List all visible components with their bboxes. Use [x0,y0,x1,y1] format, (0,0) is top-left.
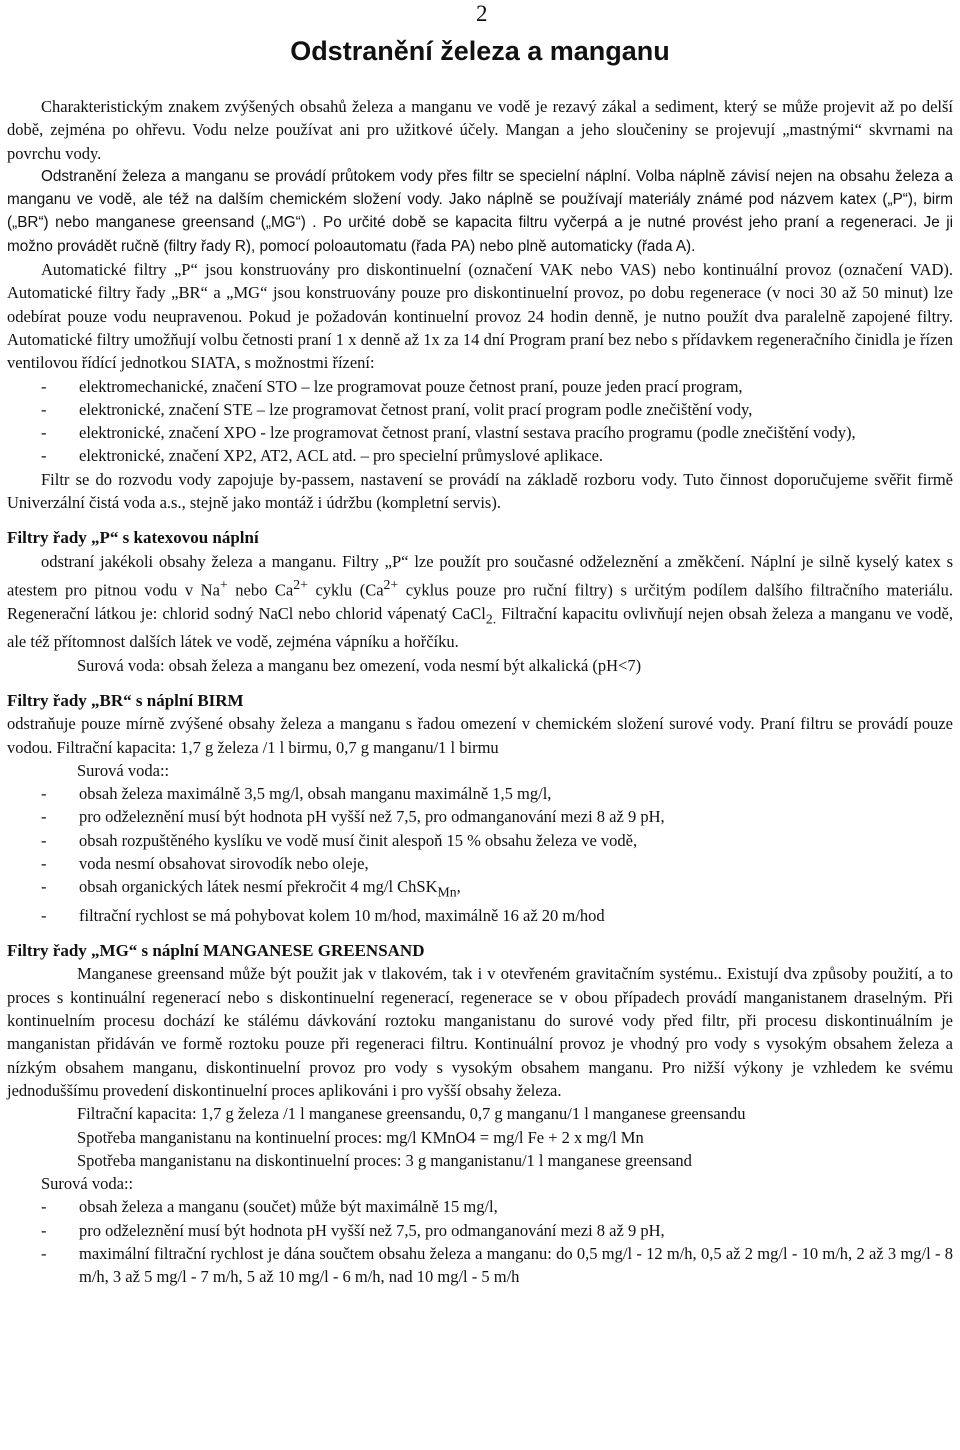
section-p-raw-water: Surová voda: obsah železa a manganu bez omezení, voda nesmí být alkalická (pH<7) [77,655,642,675]
page-title: Odstranění železa a manganu [290,36,670,66]
intro-paragraph: Charakteristickým znakem zvýšených obsahů železa a manganu ve vodě je rezavý zákal a sediment, který se může projevit až po delší době, zejména po ohřevu. Vodu nelze používat ani pro užitkové účely. Mangan a jeho sloučeniny se projevují „mastnými“ skvrnami na povrchu vody. [7,97,953,163]
list-item: - voda nesmí obsahovat sirovodík nebo oleje, [7,852,953,875]
list-item: - elektronické, značení XP2, AT2, ACL atd. – pro specielní průmyslové aplikace. [7,444,953,467]
section-heading-br: Filtry řady „BR“ s náplní BIRM [7,690,244,710]
list-item: - filtrační rychlost se má pohybovat kolem 10 m/hod, maximálně 16 až 20 m/hod [7,904,953,927]
list-item: - obsah organických látek nesmí překročit 4 mg/l ChSK$_{Mn}$, [7,875,953,904]
list-item: - elektromechanické, značení STO – lze programovat pouze četnost praní, pouze jeden prací program, [7,375,953,398]
section-mg-raw-label: Surová voda:: [41,1174,134,1194]
section-br-raw-label: Surová voda:: [77,760,170,780]
section-heading-p: Filtry řady „P“ s katexovou náplní [7,528,259,548]
installation-paragraph: Filtr se do rozvodu vody zapojuje by-passem, nastavení se provádí na základě rozboru vody. Tuto činnost doporučujeme svěřit firmě Univerzální čistá voda a.s., stejně jako montáž i údržbu (kompletní servis). [7,469,953,513]
list-item: - maximální filtrační rychlost je dána součtem obsahu železa a manganu: do 0,5 mg/l - 12 m/h, 0,5 až 2 mg/l - 10 m/h, 2 až 3 mg/l - 8 m/h, 3 až 5 mg/l - 7 m/h, 5 až 10 mg/l - 6 m/h, nad 10 mg/l - 5 m/h [7,1242,953,1289]
section-mg-paragraph: Manganese greensand může být použit jak v tlakovém, tak i v otevřeném gravitačním systému.. Existují dva způsoby použití, a to proces s kontinuální regenerací nebo s diskontinuelní regenerací, regenerace se v obou případech provádí manganistanem draselným. Při kontinuelním procesu dochází ke stálému dávkování roztoku manganistanu do surové vody před filtr, při procesu diskontinuálním je manganistan přidáván ve formě roztoku pouze při regeneraci filtru. Kontinuální provoz je vhodný pro vody s vysokým obsahem železa a nízkým obsahem manganu, diskontinuelní provoz pro vody s vysokým obsahem manganu. Pro nižší výkony je vzhledem ke svému jednoduššímu provedení diskontinuelní proces aplikováni i pro vyšší obsahy železa. [7,964,953,1100]
section-mg-continuous: Spotřeba manganistanu na kontinuelní proces: mg/l KMnO4 = mg/l Fe + 2 x mg/l Mn [77,1127,644,1147]
br-requirements-list [7,782,953,927]
intro-paragraph-automatic: Automatické filtry „P“ jsou konstruovány pro diskontinuelní (označení VAK nebo VAS) nebo kontinuální provoz (označení VAD). Automatické filtry řady „BR“ a „MG“ jsou konstruovány pouze pro diskontinuelní provoz, po dobu regenerace (v noci 30 až 50 minut) lze odebírat pouze vodu neupravenou. Pokud je požadován kontinuelní provoz 24 hodin denně, je nutno použít dva paralelně zapojené filtry. Automatické filtry umožňují volbu četnosti praní 1 x denně až 1x za 14 dní Program praní bez nebo s přídavkem regeneračního činidla je řízen ventilovou řídící jednotkou SIATA, s možnostmi řízení: [7,260,953,373]
list-item: - elektronické, značení XPO - lze programovat četnost praní, vlastní sestava pracího programu (podle znečištění vody), [7,421,953,444]
list-item: - pro odželeznění musí být hodnota pH vyšší než 7,5, pro odmanganování mezi 8 až 9 pH, [7,1219,953,1242]
list-item: - obsah železa maximálně 3,5 mg/l, obsah manganu maximálně 1,5 mg/l, [7,782,953,805]
control-options-list [7,375,953,468]
list-item: - pro odželeznění musí být hodnota pH vyšší než 7,5, pro odmanganování mezi 8 až 9 pH, [7,805,953,828]
section-mg-capacity: Filtrační kapacita: 1,7 g železa /1 l manganese greensandu, 0,7 g manganu/1 l manganese greensandu [77,1104,746,1124]
page-number: 2 [476,1,488,26]
list-item: - elektronické, značení STE – lze programovat četnost praní, volit prací program podle znečištění vody, [7,398,953,421]
section-mg-discontinuous: Spotřeba manganistanu na diskontinuelní proces: 3 g manganistanu/1 l manganese greensand [77,1150,692,1170]
document-body [7,95,953,1289]
section-br-paragraph: odstraňuje pouze mírně zvýšené obsahy železa a manganu s řadou omezení v chemickém složení surové vody. Praní filtru se provádí pouze vodou. Filtrační kapacita: 1,7 g železa /1 l birmu, 0,7 g manganu/1 l birmu [7,714,953,757]
mg-requirements-list [7,1195,953,1288]
list-item: - obsah rozpuštěného kyslíku ve vodě musí činit alespoň 15 % obsahu železa ve vodě, [7,829,953,852]
list-item: - obsah železa a manganu (součet) může být maximálně 15 mg/l, [7,1195,953,1218]
intro-paragraph-filtration: Odstranění železa a manganu se provádí průtokem vody přes filtr se specielní náplní. Volba náplně závisí nejen na obsahu železa a manganu ve vodě, ale též na dalším chemickém složení vody. Jako náplně se používají materiály známé pod názvem katex („P“), birm („BR“) nebo manganese greensand („MG“) . Po určité době se kapacita filtru vyčerpá a je nutné provést jeho praní a regeneraci. Je ji možno provádět ručně (filtry řady R), pomocí poloautomatu (řada PA) nebo plně automaticky (řada A). [7,167,953,255]
section-p-paragraph: odstraní jakékoli obsahy železa a manganu. Filtry „P“ lze použít pro současné odželeznění a změkčení. Náplní je silně kyselý katex s atestem pro pitnou vodu v Na+ nebo $Ca^{2+}$ cyklu ($Ca^{2+}$ cyklus pouze pro ruční filtry) s určitým podílem dalšího filtračního materiálu. Regenerační látkou je: chlorid sodný NaCl nebo chlorid vápenatý CaCl$_{2.}$ Filtrační kapacitu ovlivňují nejen obsah železa a manganu ve vodě, ale též přítomnost dalších látek ve vodě, zejména vápníku a hořčíku. [7,551,954,652]
section-heading-mg: Filtry řady „MG“ s náplní MANGANESE GREENSAND [7,941,425,961]
